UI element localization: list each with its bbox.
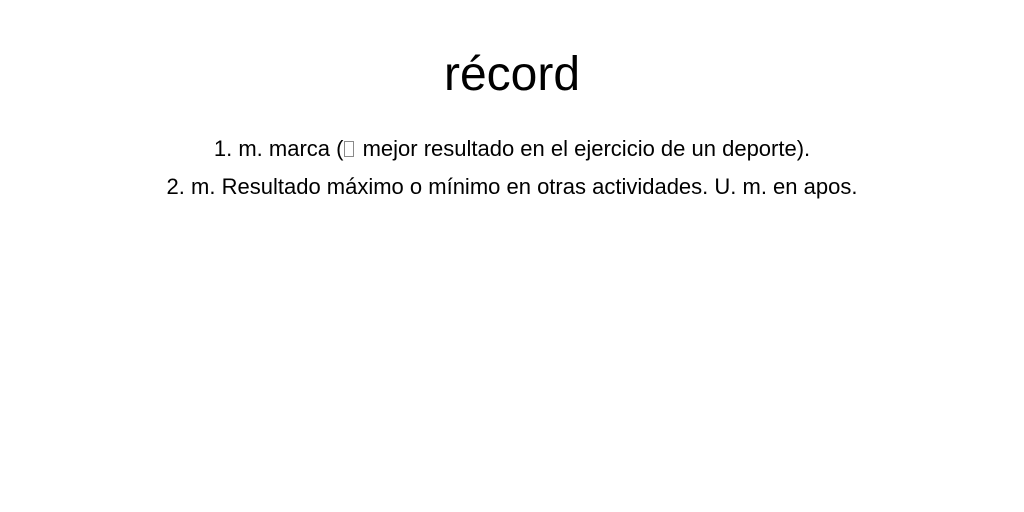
headword: récord [443,48,581,101]
sense-1-text-before: marca ( [268,136,344,161]
sense-2-category: m. [191,174,216,199]
sense-1-number: 1. [213,136,233,161]
sense-2-number: 2. [166,174,185,199]
sense-2 [0,168,1024,206]
sense-1-text-after: mejor resultado en el ejercicio de un deporte). [356,136,811,161]
sense-2-text: Resultado máximo o mínimo en otras actividades. U. m. en apos. [221,174,858,199]
sense-list [0,130,1024,206]
sense-1-category: m. [238,136,263,161]
missing-glyph-icon [344,141,354,157]
sense-1 [0,130,1024,168]
